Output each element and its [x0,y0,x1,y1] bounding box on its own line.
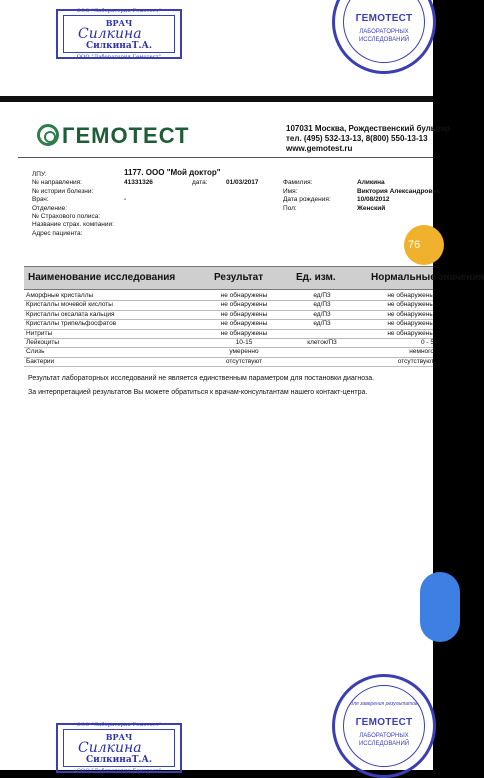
test-norm: не обнаружены [387,292,434,299]
results-table-body [24,292,433,367]
test-name: Бактерии [26,357,55,365]
test-result: отсутствуют [225,357,263,365]
address-line-1: 107031 Москва, Рождественский бульвар [286,124,450,133]
test-unit: клеток/П3 [307,338,337,346]
lab-stamp-sub-line1: ЛАБОРАТОРНЫХ [359,29,409,35]
date-label: дата: [192,179,208,187]
lab-round-stamp-bottom [332,674,436,778]
lab-report-page [0,102,484,774]
doctor-stamp-top-text: ООО "Лаборатория Гемотест" [76,8,162,14]
lab-stamp-sub [335,732,433,748]
test-result: не обнаружены [220,292,268,299]
table-row [24,301,433,310]
insurance-company-label: Название страх. компании: [32,221,114,229]
side-pull-tab[interactable] [420,572,460,642]
doctor-stamp-name: СилкинаТ.А. [85,755,153,765]
test-result: 10-15 [235,338,253,346]
insurance-label: № Страхового полиса: [32,212,101,220]
doctor-stamp-bottom-text: ООО "Лаборатория Гемотест" [76,54,162,60]
lab-stamp-sub-line2: ИССЛЕДОВАНИЙ [358,741,410,747]
doctor-signature: Силкина [78,740,142,756]
doctor-stamp-bottom [56,723,182,773]
doctor-stamp-frame [63,15,175,53]
test-result: не обнаружены [220,310,268,318]
date-value: 01/03/2017 [226,179,259,187]
test-norm: не обнаружены [387,301,434,309]
test-unit: ед/П3 [313,301,331,309]
table-row [24,348,433,357]
progress-badge[interactable] [404,225,444,265]
test-result: не обнаружены [220,320,268,328]
results-table-header [24,266,484,290]
test-name: Кристаллы мочевой кислоты [26,301,113,309]
test-result: не обнаружены [220,301,268,309]
col-header-unit: Ед. изм. [296,272,336,283]
patient-address-label: Адрес пациента: [32,229,83,237]
doctor-stamp-frame [63,729,175,767]
test-name: Слизь [26,348,45,356]
test-name: Нитриты [26,329,53,337]
test-name: Кристаллы трипельфосфатов [26,320,117,328]
lab-stamp-sub-line2: ИССЛЕДОВАНИЙ [358,37,410,43]
table-row [24,358,433,367]
surname-label: Фамилия: [283,179,313,187]
col-header-result: Результат [214,272,264,283]
doctor-label: Врач: [32,196,49,204]
gemotest-logo-icon [37,124,59,146]
lab-stamp-logo: ГЕМОТЕСТ [355,13,413,24]
address-line-2: тел. (495) 532-13-13, 8(800) 550-13-13 [286,134,428,143]
consultation-note: За интерпретацией результатов Вы можете обратиться к врачам-консультантам нашего контакт-центра. [28,389,368,396]
test-norm: не обнаружены [387,320,434,328]
patient-info-right [283,179,331,213]
address-line-3: www.gemotest.ru [286,144,353,153]
test-result: не обнаружены [220,329,268,337]
test-unit: ед/П3 [313,292,331,299]
lab-stamp-caption: для заверения результатов [350,701,418,707]
birth-value: 10/08/2012 [357,196,390,204]
patient-info-right-values [357,179,440,213]
sex-label: Пол: [283,204,297,212]
progress-badge-value: 76 [408,239,421,251]
lab-address [286,124,450,154]
department-label: Отделение: [32,204,68,212]
test-name: Аморфные кристаллы [26,292,94,299]
history-label: № истории болезни: [32,187,94,195]
table-row [24,330,433,339]
doctor-stamp-name: СилкинаТ.А. [85,41,153,51]
table-row [24,292,433,301]
table-row [24,339,433,348]
header-divider [18,157,433,158]
table-row [24,320,433,329]
test-norm: отсутствуют [397,357,434,365]
lab-stamp-sub [335,28,433,44]
test-name: Кристаллы оксалата кальция [26,310,115,318]
table-row [24,311,433,320]
name-label: Имя: [283,187,298,195]
referral-label: № направления: [32,179,82,187]
test-result: умеренно [229,348,259,356]
test-norm: немного [409,348,434,356]
lpu-value: 1177. ООО "Мой доктор" [124,168,221,177]
sex-value: Женский [357,204,386,212]
test-norm: 0 - 5 [420,338,434,346]
test-norm: не обнаружены [387,329,434,337]
col-header-test: Наименование исследования [28,272,176,283]
lab-stamp-sub-line1: ЛАБОРАТОРНЫХ [359,733,409,739]
name-value: Виктория Александровна [357,187,440,195]
test-unit: ед/П3 [313,320,331,328]
lpu-label: ЛПУ: [32,171,47,178]
test-unit: ед/П3 [313,310,331,318]
col-header-norm: Нормальные значения [371,272,484,283]
doctor-stamp-role: ВРАЧ [105,18,133,28]
disclaimer-note: Результат лабораторных исследований не является единственным параметром для постановки диагноза. [28,375,375,382]
patient-info-left [32,171,114,238]
doctor-stamp-role: ВРАЧ [105,732,133,742]
brand-logo-text: ГЕМОТЕСТ [62,123,190,148]
doctor-stamp [56,9,182,59]
doctor-value: - [124,196,127,204]
test-name: Лейкоциты [26,338,60,346]
lab-round-stamp [332,0,436,74]
doctor-stamp-top-text: ООО "Лаборатория Гемотест" [76,722,162,728]
referral-value: 41331326 [124,179,153,187]
doctor-stamp-bottom-text: ООО "Лаборатория Гемотест" [76,768,162,774]
surname-value: Аликина [357,179,385,187]
test-norm: не обнаружены [387,310,434,318]
previous-page-fragment [0,0,433,102]
doctor-signature: Силкина [78,26,142,42]
lab-stamp-logo: ГЕМОТЕСТ [355,717,413,728]
birth-label: Дата рождения: [283,196,331,204]
